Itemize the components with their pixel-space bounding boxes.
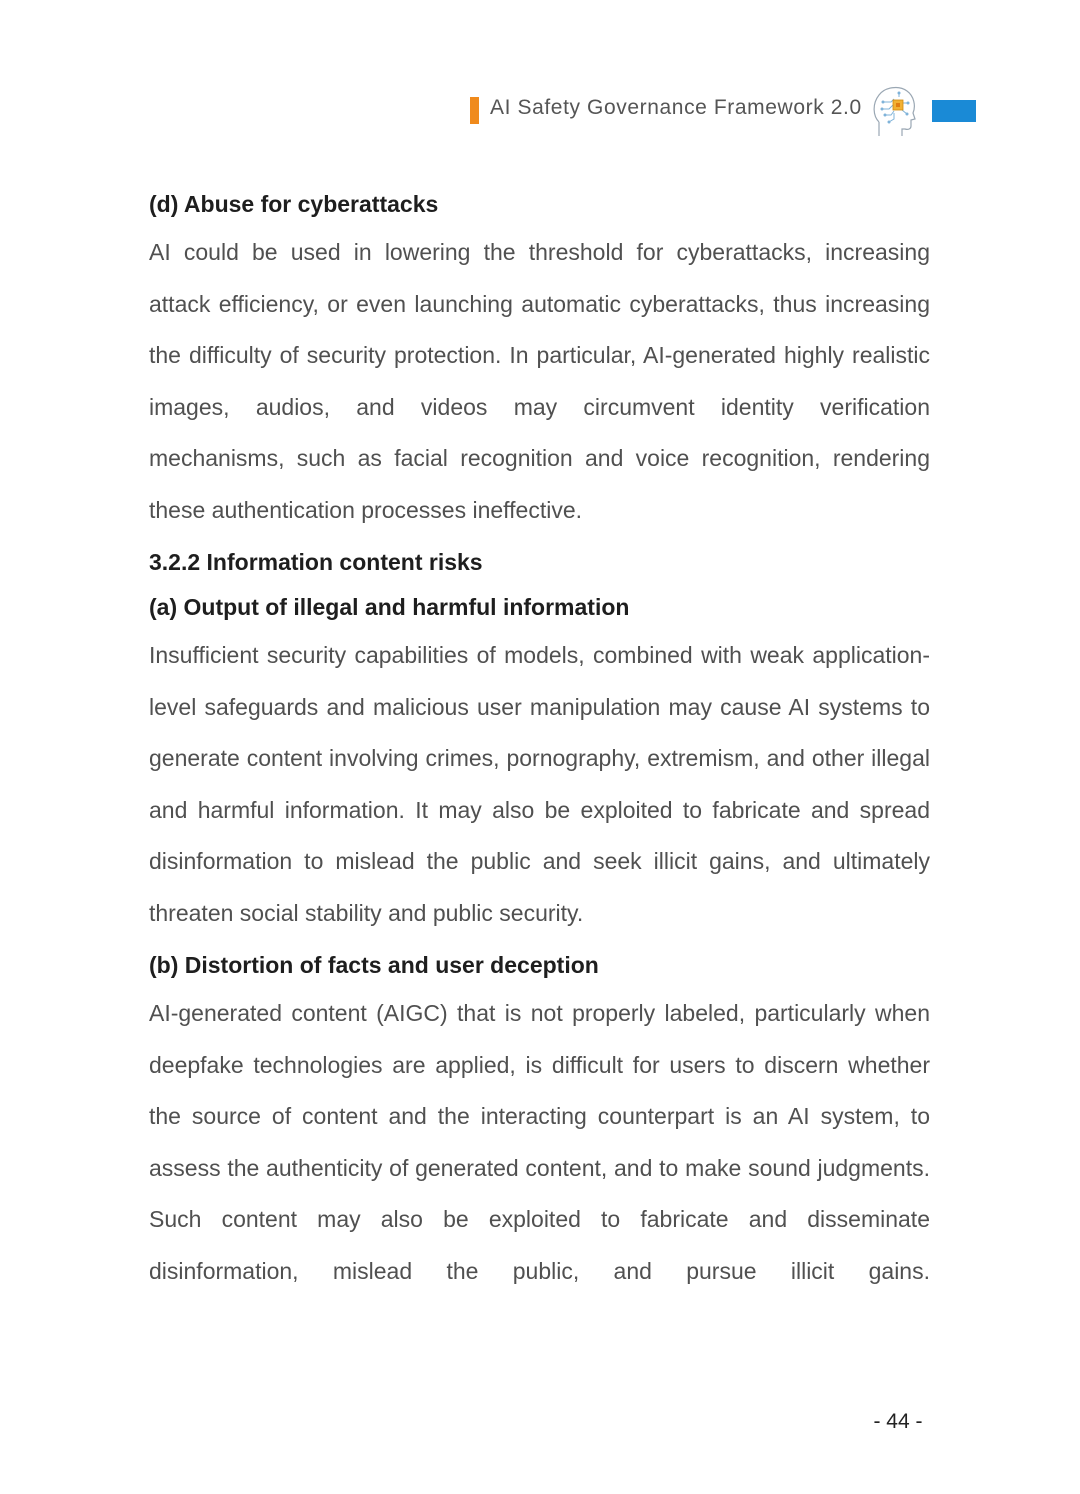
section-heading-abuse-cyberattacks: (d) Abuse for cyberattacks [149,191,439,217]
paragraph-distortion-deception: AI-generated content (AIGC) that is not properly labeled, particularly when deepfake technologies are applied, is difficult for users to discern whether the source of content and the interacting counterpart is an AI system, to assess the authenticity of generated content, and to make sound judgments. Such content may also be exploited to fabricate and disseminate disinformation, mislead the public, and pursue illicit gains. [149,1000,930,1284]
paragraph-abuse-cyberattacks: AI could be used in lowering the threshold for cyberattacks, increasing attack efficiency, or even launching automatic cyberattacks, thus increasing the difficulty of security protection. In particular, AI-generated highly realistic images, audios, and videos may circumvent identity verification mechanisms, such as facial recognition and voice recognition, rendering these authentication processes ineffective. [149,239,930,523]
page-content [149,182,930,1297]
page-header [468,82,988,138]
header-accent-bar [470,97,479,124]
page-number: - 44 - [873,1410,923,1433]
section-heading-distortion-deception: (b) Distortion of facts and user deception [149,952,599,978]
section-heading-illegal-harmful-output: (a) Output of illegal and harmful information [149,594,630,620]
ai-head-circuit-icon [869,82,919,138]
paragraph-illegal-harmful-output: Insufficient security capabilities of models, combined with weak application-level safeguards and malicious user manipulation may cause AI systems to generate content involving crimes, pornography, extremism, and other illegal and harmful information. It may also be exploited to fabricate and spread disinformation to mislead the public and seek illicit gains, and ultimately threaten social stability and public security. [149,642,930,926]
document-title: AI Safety Governance Framework 2.0 [490,96,862,119]
header-color-block [932,100,976,122]
section-heading-information-content-risks: 3.2.2 Information content risks [149,549,483,575]
